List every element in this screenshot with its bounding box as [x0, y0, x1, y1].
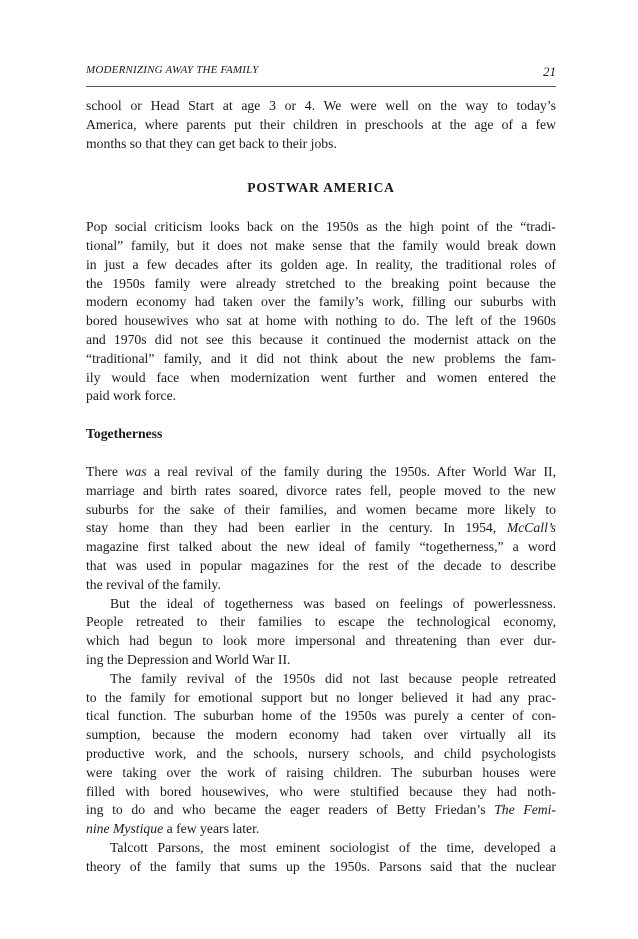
text-line [86, 519, 556, 538]
text-line: months so that they can get back to their jobs. [86, 135, 337, 151]
subsection-heading: Togetherness [86, 426, 163, 442]
text-line: school or Head Start at age 3 or 4. We were well on the way to today’s [86, 98, 556, 113]
emphasis: was [125, 463, 147, 479]
text-line: tional” family, but it does not make sense that the family would break down [86, 237, 556, 253]
text-line: bored housewives who sat at home with nothing to do. The left of the 1960s [86, 313, 556, 329]
text-line: the revival of the family. [86, 576, 221, 592]
text-line: People retreated to their families to escape the technological economy, [86, 614, 556, 630]
paragraph-powerlessness [86, 595, 556, 670]
text-line: Talcott Parsons, the most eminent sociologist of the time, developed a [110, 839, 556, 855]
text-line: tical function. The suburban home of the 1950s was purely a center of con- [86, 708, 556, 724]
paragraph-postwar [86, 218, 556, 406]
text-line: “traditional” family, and it did not think about the new problems the fam- [86, 350, 556, 366]
page-number: 21 [543, 64, 556, 79]
text-line: were taking over the work of raising children. The suburban houses were [86, 764, 556, 780]
text-run: There [86, 463, 126, 479]
text-run: stay home than they had been earlier in the century. In 1954, [86, 520, 497, 536]
text-line [86, 801, 556, 820]
text-run: a few years later. [163, 821, 260, 837]
text-run: a real revival of the family during the 1950s. After World War II, [146, 463, 556, 479]
text-line: the 1950s family were already stretched to the breaking point because the [86, 275, 556, 291]
text-line: Pop social criticism looks back on the 1950s as the high point of the “tradi- [86, 219, 556, 235]
text-line: in just a few decades after its golden age. In reality, the traditional roles of [86, 256, 556, 272]
text-line: theory of the family that sums up the 1950s. Parsons said that the nuclear [86, 858, 556, 874]
text-line: America, where parents put their children in preschools at the age of a few [86, 116, 556, 132]
text-line: productive work, and the schools, nursery schools, and child psychologists [86, 745, 556, 761]
book-title-emphasis: The Femi- [494, 802, 557, 818]
paragraph-parsons [86, 839, 556, 877]
text-line: modern economy had taken over the family’s work, filling our suburbs with [86, 294, 556, 310]
page-body [86, 97, 556, 876]
paragraph-continuation [86, 97, 556, 153]
emphasis: McCall’s [506, 520, 557, 536]
text-line [86, 820, 556, 839]
header-rule [86, 86, 556, 87]
text-line: magazine first talked about the new ideal of family “togetherness,” a word [86, 539, 556, 555]
text-line: which had begun to look more impersonal and threatening than ever dur- [86, 633, 556, 649]
text-line: marriage and birth rates soared, divorce rates fell, people moved to the new [86, 482, 556, 498]
text-run: ing to do and who became the eager readers of Betty Friedan’s [86, 802, 486, 818]
text-line: filled with bored housewives, who were stultified because they had noth- [86, 783, 556, 799]
running-head [86, 64, 556, 80]
paragraph-revival [86, 670, 556, 839]
text-line [86, 463, 556, 482]
text-line: and 1970s did not see this because it continued the modernist attack on the [86, 331, 556, 347]
text-line: suburbs for the sake of their families, and women became more likely to [86, 501, 556, 517]
text-line: paid work force. [86, 388, 177, 404]
text-line: to the family for emotional support but no longer believed it had any prac- [86, 689, 556, 705]
text-line: ing the Depression and World War II. [86, 651, 291, 667]
text-line: that was used in popular magazines for the rest of the decade to describe [86, 557, 556, 573]
text-line: sumption, because the modern economy had taken over virtually all its [86, 727, 556, 743]
paragraph-togetherness [86, 463, 556, 595]
text-line: The family revival of the 1950s did not last because people retreated [110, 670, 556, 686]
running-title: MODERNIZING AWAY THE FAMILY [86, 64, 259, 76]
book-title-emphasis: nine Mystique [86, 821, 164, 837]
section-heading: POSTWAR AMERICA [247, 180, 395, 196]
text-line: But the ideal of togetherness was based on feelings of powerlessness. [110, 595, 556, 611]
text-line: ily would face when modernization went further and women entered the [86, 369, 556, 385]
